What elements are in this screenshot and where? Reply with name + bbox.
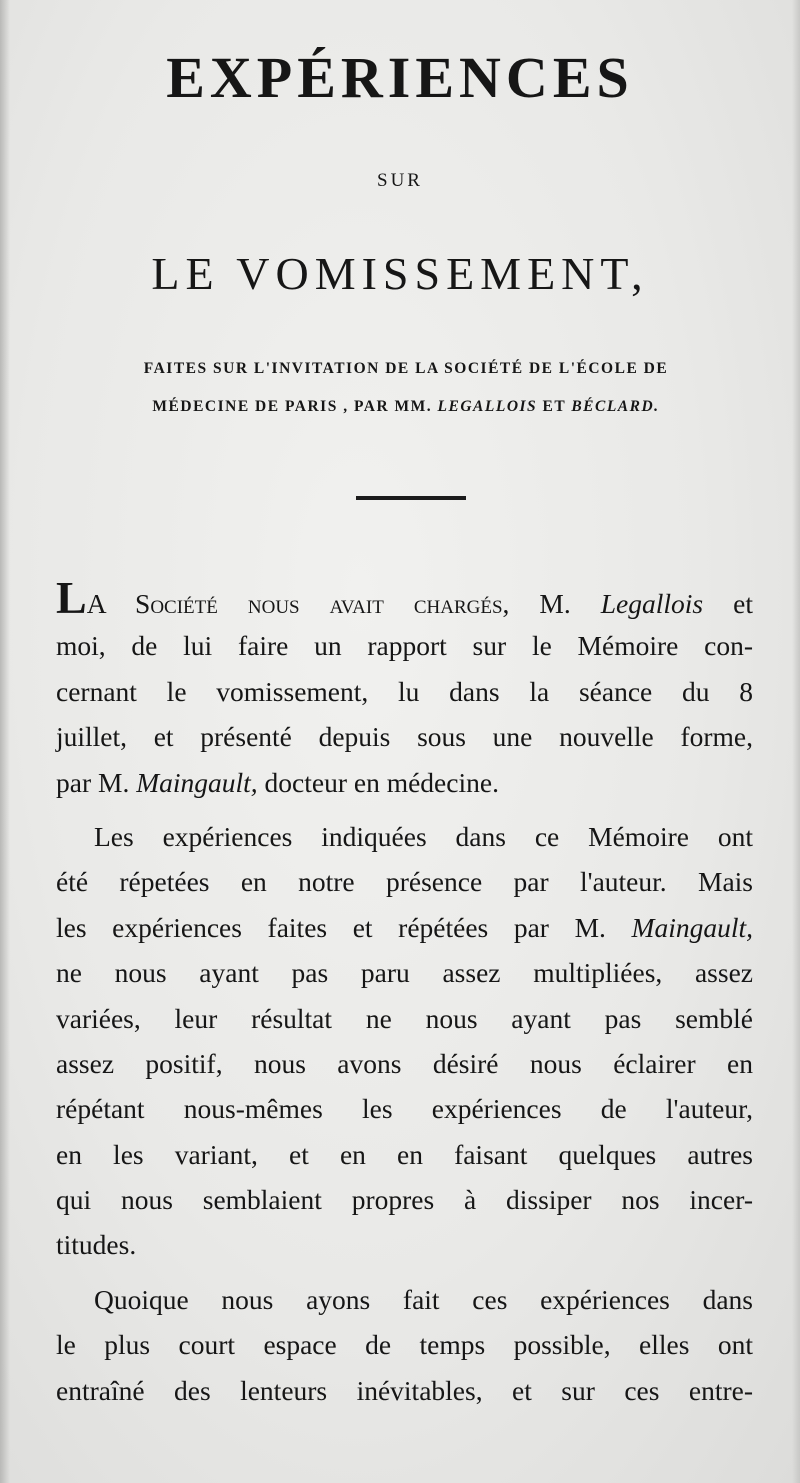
- title-connector: SUR: [377, 170, 423, 191]
- drop-cap: L: [56, 572, 87, 623]
- paragraph-1-line-2: moi, de lui faire un rapport sur le Mémoire con-: [56, 630, 753, 662]
- page-subtitle: LE VOMISSEMENT,: [151, 248, 649, 299]
- byline-line-1: FAITES SUR L'INVITATION DE LA SOCIÉTÉ DE L'ÉCOLE DE: [143, 360, 669, 377]
- paragraph-3-line-1: Quoique nous ayons fait ces expériences dans: [94, 1283, 753, 1315]
- paragraph-2-line-3: les expériences faites et répétées par M. Maingault,: [56, 911, 753, 943]
- paragraph-1-line-4: juillet, et présenté depuis sous une nouvelle forme,: [56, 721, 753, 753]
- page-title: EXPÉRIENCES: [166, 45, 634, 110]
- byline-line-2: [56, 388, 756, 426]
- paragraph-1-line-3: cernant le vomissement, lu dans la séance du 8: [56, 675, 753, 707]
- page-left-edge: [0, 0, 10, 1483]
- paragraph-2-line-1: Les expériences indiquées dans ce Mémoire ont: [94, 820, 753, 852]
- page-right-edge: [792, 0, 800, 1483]
- paragraph-1-line-5: par M. Maingault, docteur en médecine.: [56, 766, 499, 798]
- byline-author-2: BÉCLARD.: [571, 398, 660, 415]
- section-divider: [356, 496, 466, 500]
- paragraph-2-line-7: répétant nous-mêmes les expériences de l'auteur,: [56, 1093, 753, 1125]
- paragraph-2-line-2: été répetées en notre présence par l'auteur. Mais: [56, 866, 753, 898]
- paragraph-2-line-10: titudes.: [56, 1229, 137, 1261]
- byline-author-1: LEGALLOIS: [437, 398, 538, 415]
- paragraph-3-line-3: entraîné des lenteurs inévitables, et sur ces entre-: [56, 1374, 753, 1406]
- byline: [56, 350, 756, 426]
- paragraph-1-line-1: LA Société nous avait chargés, M. Legallois et: [56, 572, 753, 623]
- byline-conjunction: ET: [537, 398, 572, 415]
- byline-prefix: MÉDECINE DE PARIS , PAR MM.: [152, 398, 438, 415]
- body-text: [56, 572, 753, 1413]
- paragraph-2-line-6: assez positif, nous avons désiré nous éclairer en: [56, 1047, 753, 1079]
- paragraph-2-line-4: ne nous ayant pas paru assez multipliées, assez: [56, 957, 753, 989]
- paragraph-2-line-5: variées, leur résultat ne nous ayant pas semblé: [56, 1002, 753, 1034]
- paragraph-2-line-9: qui nous semblaient propres à dissiper nos incer-: [56, 1184, 753, 1216]
- paragraph-2-line-8: en les variant, et en en faisant quelques autres: [56, 1138, 753, 1170]
- paragraph-3-line-2: le plus court espace de temps possible, elles ont: [56, 1329, 753, 1361]
